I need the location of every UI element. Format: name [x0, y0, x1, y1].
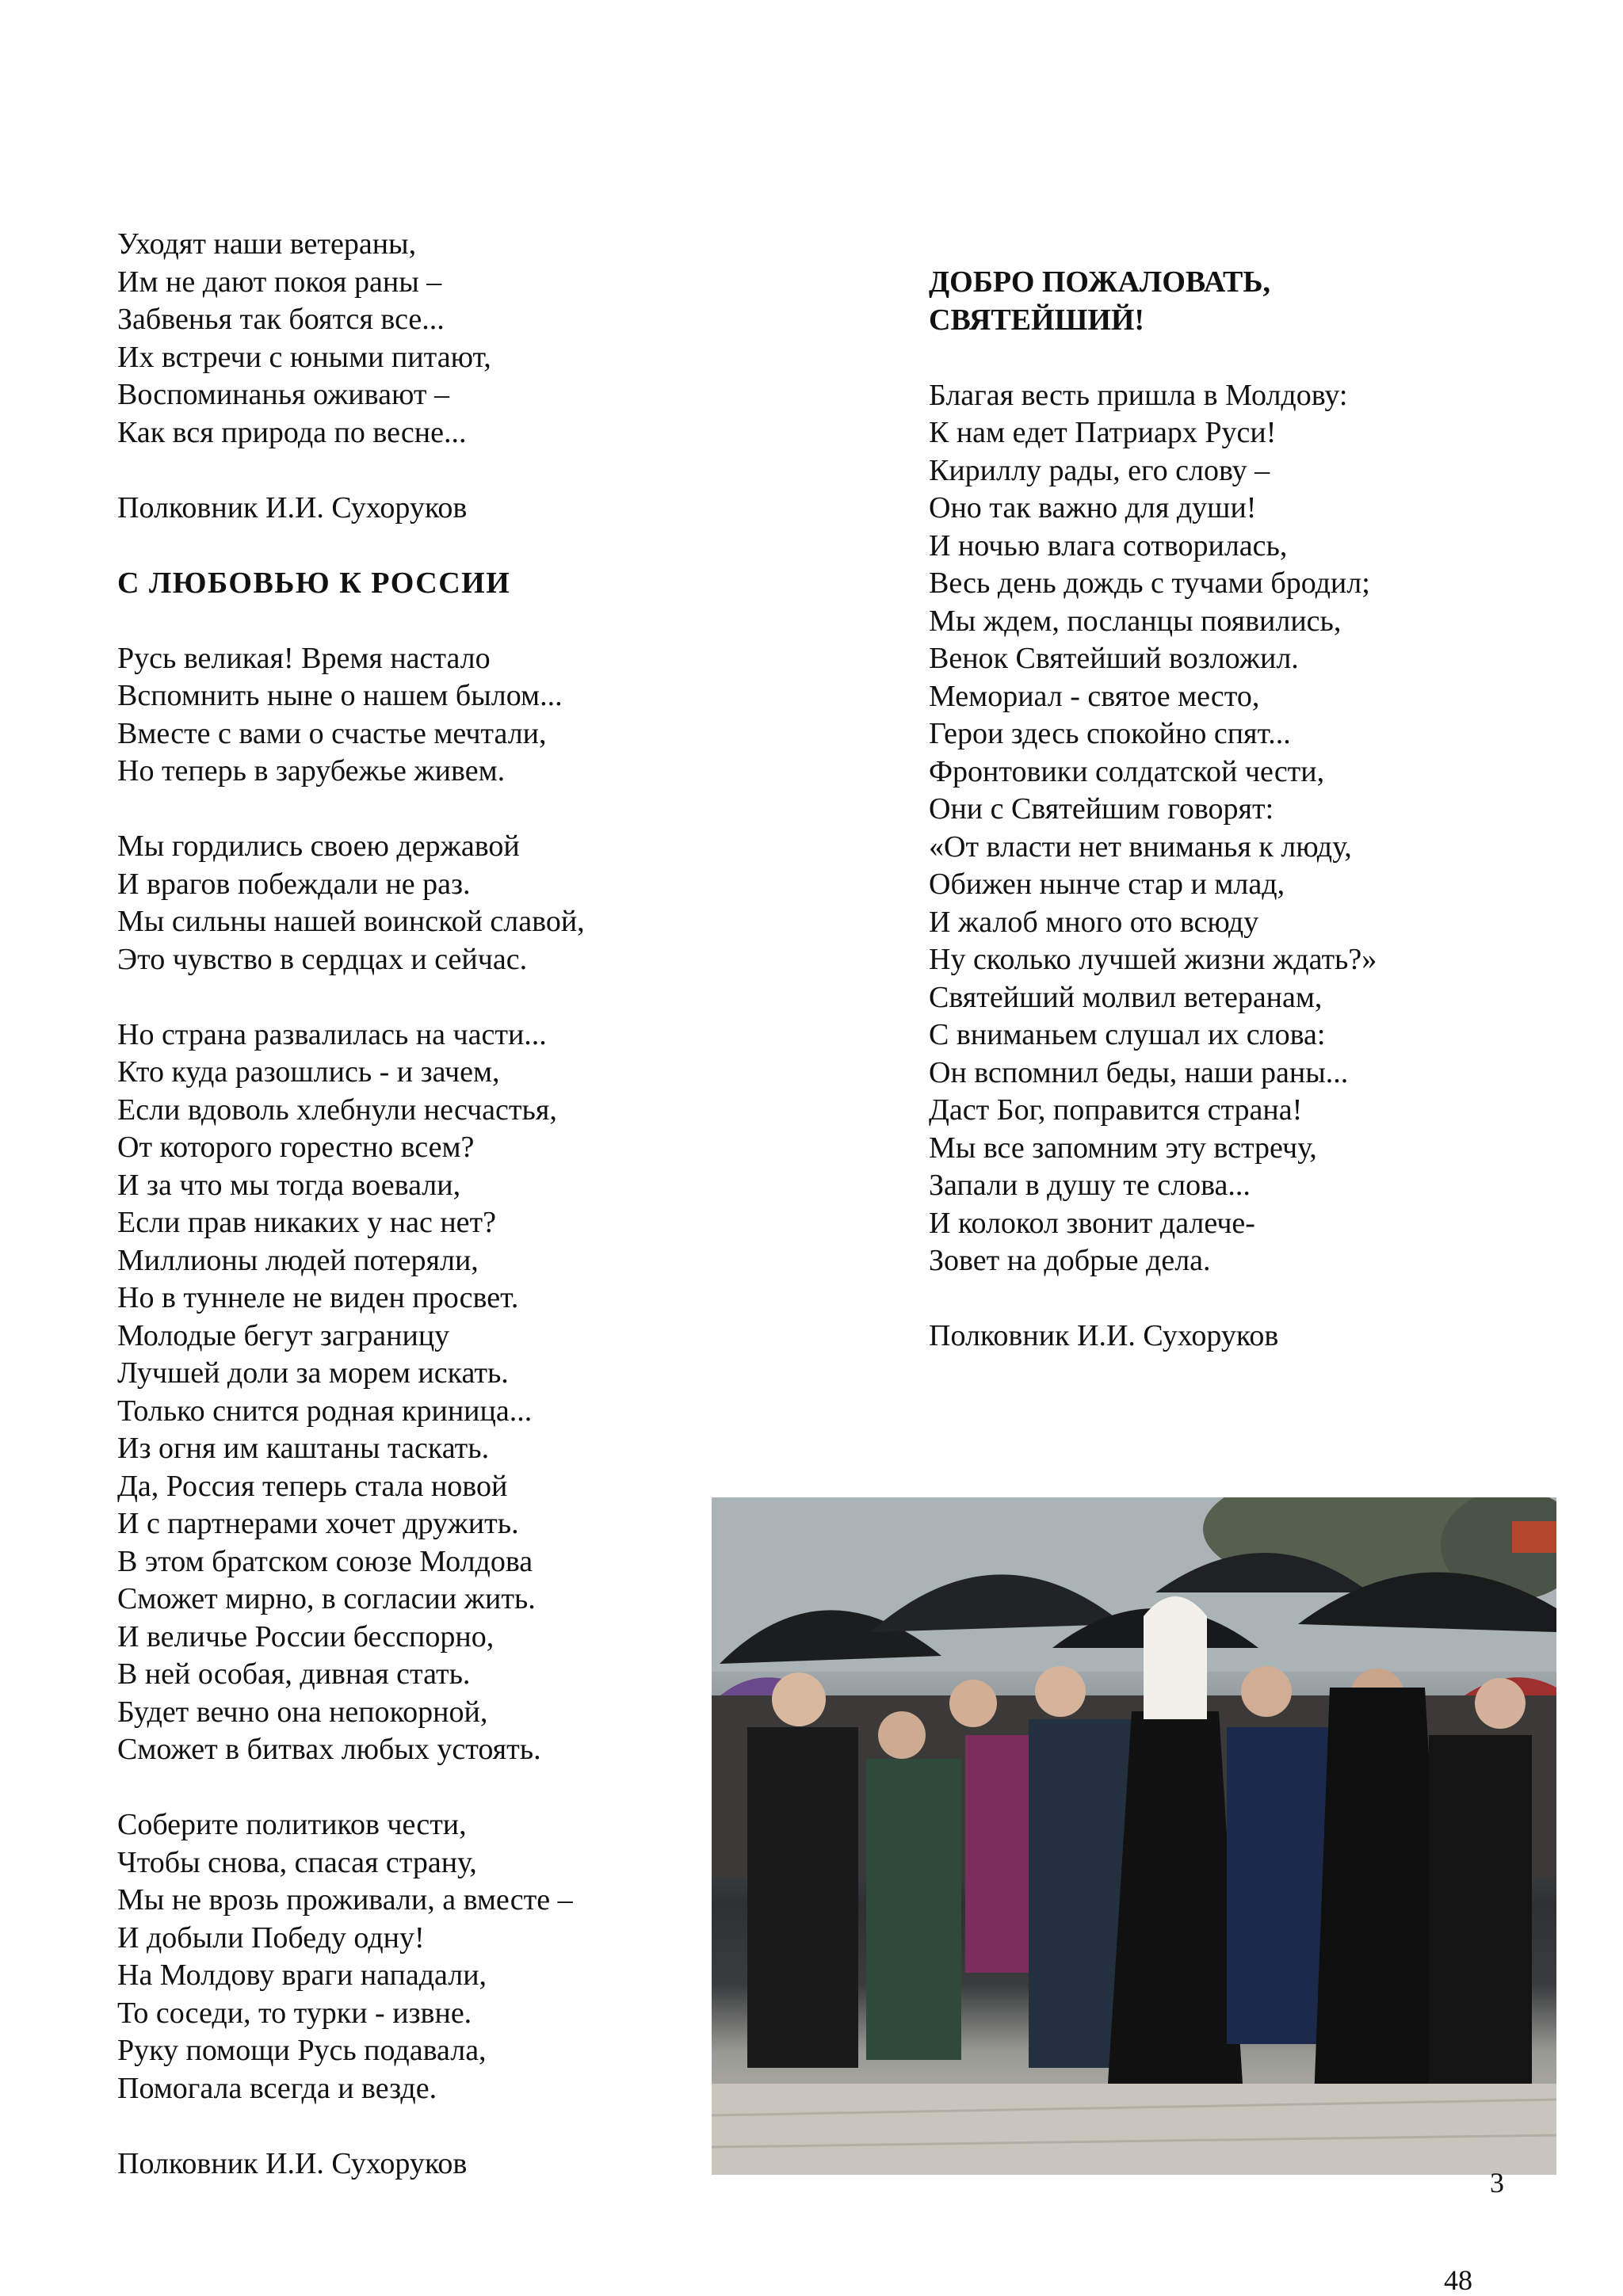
person-figure	[747, 1727, 858, 2068]
poem-line: Из огня им каштаны таскать.	[117, 1432, 490, 1465]
poem-line: Кто куда разошлись - и зачем,	[117, 1055, 500, 1089]
poem-line: Мы все запомним эту встречу,	[929, 1131, 1317, 1165]
poem-line: И ночью влага сотворилась,	[929, 528, 1288, 563]
poem-line: Он вспомнил беды, наши раны...	[929, 1055, 1349, 1089]
poem-line: И добыли Победу одну!	[117, 1920, 425, 1955]
poem-line: Миллионы людей потеряли,	[117, 1243, 479, 1277]
poem-line: К нам едет Патриарх Руси!	[929, 416, 1277, 449]
group-photo-illustration	[712, 1497, 1556, 2175]
person-head	[772, 1672, 826, 1726]
poem-line: Герои здесь спокойно спят...	[929, 717, 1291, 750]
poem-line: Русь великая! Время настало	[117, 641, 491, 675]
poem-line: Вместе с вами о счастье мечтали,	[117, 716, 547, 750]
poem-line: От которого горестно всем?	[117, 1131, 475, 1164]
poem-line: Воспоминанья оживают –	[117, 378, 449, 411]
poem-line: Благая весть пришла в Молдову:	[929, 378, 1348, 412]
poem-line: Руку помощи Русь подавала,	[117, 2034, 487, 2067]
person-head	[878, 1711, 926, 1759]
poem-line: Соберите политиков чести,	[117, 1808, 467, 1841]
poem-line: Оно так важно для души!	[929, 491, 1257, 524]
poem-line: Им не дают покоя раны –	[117, 265, 442, 299]
poem-line: Венок Святейший возложил.	[929, 642, 1299, 675]
poem-stanza	[117, 1016, 799, 1769]
poem-line: Их встречи с юными питают,	[117, 340, 491, 374]
poem-signature: Полковник И.И. Сухоруков	[117, 2146, 468, 2180]
poem-line: И величье России бесспорно,	[117, 1619, 495, 1653]
poem-signature: Полковник И.И. Сухоруков	[929, 1319, 1279, 1352]
poem-stanza	[117, 640, 799, 791]
poem-line: Мы ждем, посланцы появились,	[929, 604, 1342, 638]
person-head	[1241, 1666, 1292, 1717]
poem-line: Запали в душу те слова...	[929, 1169, 1251, 1202]
poem-line: Вспомнить ныне о нашем былом...	[117, 679, 563, 712]
poem-line: Уходят наши ветераны,	[117, 227, 417, 261]
person-figure	[1314, 1688, 1449, 2100]
poem-line: Зовет на добрые дела.	[929, 1244, 1211, 1277]
group-photo	[712, 1497, 1556, 2175]
poem-line: И за что мы тогда воевали,	[117, 1168, 461, 1202]
poem-line: Святейший молвил ветеранам,	[929, 980, 1323, 1014]
poem-line: Будет вечно она непокорной,	[117, 1695, 488, 1729]
poem-line: И жалоб много ото всюду	[929, 905, 1259, 939]
margin-number: 3	[1490, 2167, 1504, 2199]
poem-line: Мы гордились своею державой	[117, 830, 520, 863]
poem-line: С вниманьем слушал их слова:	[929, 1018, 1326, 1051]
poem-line: Как вся природа по весне...	[117, 415, 467, 449]
roof	[1512, 1521, 1556, 1553]
white-headdress	[1144, 1596, 1207, 1719]
poem-line: Помогала всегда и везде.	[117, 2071, 437, 2105]
ground	[712, 2084, 1556, 2175]
title-line: ДОБРО ПОЖАЛОВАТЬ,	[929, 265, 1270, 299]
poem-title-welcome	[929, 264, 1594, 339]
page-number: 48	[1444, 2264, 1472, 2296]
person-figure	[866, 1759, 961, 2060]
poem-line: Сможет мирно, в согласии жить.	[117, 1582, 536, 1615]
person-figure	[1429, 1735, 1532, 2084]
poem-line: То соседи, то турки - извне.	[117, 1996, 472, 2030]
poem-stanza	[929, 377, 1594, 1280]
poem-line: Да, Россия теперь стала новой	[117, 1469, 508, 1503]
title-line: СВЯТЕЙШИЙ!	[929, 303, 1145, 337]
poem-line: Только снится родная криница...	[117, 1394, 533, 1428]
poem-line: И врагов побеждали не раз.	[117, 867, 471, 901]
poem-line: На Молдову враги нападали,	[117, 1958, 487, 1992]
person-head	[949, 1680, 997, 1727]
poem-line: Даст Бог, поправится страна!	[929, 1093, 1303, 1127]
right-column	[929, 264, 1594, 1393]
poem-veterans	[117, 226, 799, 452]
person-head	[1035, 1666, 1086, 1717]
poem-line: Фронтовики солдатской чести,	[929, 754, 1325, 788]
poem-line: Забвенья так боятся все...	[117, 303, 445, 336]
poem-stanza	[117, 828, 799, 978]
poem-stanza	[117, 1806, 799, 2107]
poem-line: Молодые бегут заграницу	[117, 1318, 450, 1352]
poem-line: Мемориал - святое место,	[929, 679, 1260, 713]
poem-signature: Полковник И.И. Сухоруков	[117, 490, 468, 524]
person-figure	[1108, 1711, 1243, 2084]
poem-line: Если прав никаких у нас нет?	[117, 1206, 496, 1239]
poem-line: «От власти нет вниманья к люду,	[929, 830, 1352, 864]
poem-line: Они с Святейшим говорят:	[929, 792, 1274, 826]
poem-line: Это чувство в сердцах и сейчас.	[117, 942, 528, 976]
poem-line: В ней особая, дивная стать.	[117, 1657, 471, 1691]
poem-line: Сможет в битвах любых устоять.	[117, 1733, 541, 1766]
poem-line: Чтобы снова, спасая страну,	[117, 1845, 477, 1879]
poem-line: Мы не врозь проживали, а вместе –	[117, 1883, 573, 1917]
poem-line: И с партнерами хочет дружить.	[117, 1507, 519, 1540]
poem-line: Кириллу рады, его слову –	[929, 453, 1270, 487]
poem-line: Но теперь в зарубежье живем.	[117, 754, 506, 788]
poem-line: И колокол звонит далече-	[929, 1206, 1255, 1240]
poem-line: Обижен нынче стар и млад,	[929, 868, 1285, 901]
poem-line: Если вдоволь хлебнули несчастья,	[117, 1093, 557, 1127]
poem-line: Весь день дождь с тучами бродил;	[929, 566, 1370, 600]
poem-line: Но в туннеле не виден просвет.	[117, 1281, 519, 1314]
person-head	[1475, 1678, 1526, 1729]
left-column	[117, 226, 799, 2221]
poem-line: Мы сильны нашей воинской славой,	[117, 905, 585, 938]
poem-line: Но страна развалилась на части...	[117, 1017, 547, 1051]
poem-line: В этом братском союзе Молдова	[117, 1544, 533, 1578]
poem-line: Лучшей доли за морем искать.	[117, 1356, 509, 1390]
poem-title-russia: С ЛЮБОВЬЮ К РОССИИ	[117, 566, 511, 600]
person-figure	[965, 1735, 1037, 1973]
poem-line: Ну сколько лучшей жизни ждать?»	[929, 943, 1377, 976]
